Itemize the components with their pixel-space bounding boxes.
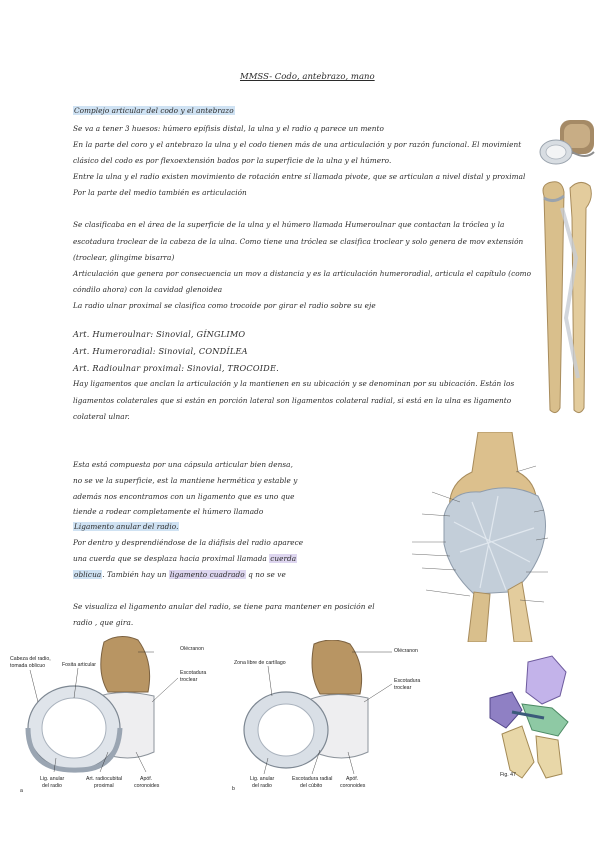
label-lig-anular-2: del radio [42,783,62,789]
annular-ligament-figure-b [228,640,428,798]
text-line: Por dentro y desprendiéndose de la diáfisis del radio aparece [73,538,304,547]
forearm-bones-illustration [530,178,596,418]
label-apof-b-2: coronoides [340,783,366,789]
svg-text:Apóf. [346,776,358,782]
svg-text:Escotadura [180,670,206,676]
text-line: no se ve la superficie, est la mantiene hermética y estable y [73,476,298,485]
text-line: Esta está compuesta por una cápsula articular bien densa, [73,460,293,469]
elbow-capsule-illustration [410,432,590,642]
text-line: Art. Humeroradial: Sinovial, CONDÍLEA [73,346,248,356]
label-escotadura-radial-2: del cúbito [300,783,323,789]
text-line: (troclear, glingime bisarra) [73,253,175,262]
svg-text:Olécranon [394,648,418,654]
svg-text:Apóf. [140,776,152,782]
svg-text:a [20,788,23,794]
text-line: Se visualiza el ligamento anular del radio, se tiene para mantener en posición el [73,602,375,611]
label-fosita: Fosita articular [62,662,97,668]
svg-text:del radio [42,783,62,789]
svg-text:coronoides [134,783,160,789]
text-line: clásico del codo es por flexoextensión bados por la superficie de la ulna y el húmero. [73,156,392,165]
text-line: Se va a tener 3 huesos: húmero epífisis distal, la ulna y el radio q parece un mento [73,124,384,133]
label-lig-anular-b: Lig. anular [250,776,275,782]
text-line: una cuerda que se desplaza hacia proximal llamada cuerda [73,554,297,563]
text-line: Art. Humeroulnar: Sinovial, GÍNGLIMO [73,329,246,339]
figure-letter-b: b [232,786,235,792]
svg-text:del cúbito [300,783,322,789]
label-art-radiocubital-2: proximal [94,783,114,789]
label-cabeza-2: tomada oblicuo [10,663,46,669]
text-line: Art. Radioulnar proximal: Sinovial, TROCOIDE. [73,363,279,373]
label-apof-b: Apóf. [346,776,359,782]
text-line: cóndilo ahora) con la cavidad glenoidea [73,285,223,294]
text-line: La radio ulnar proximal se clasifica como trocoide por girar el radio sobre su eje [73,301,376,310]
text-line: escotadura troclear de la cabeza de la ulna. Como tiene una tróclea se clasifica troclear y solo genera de mov extensión [73,237,524,246]
svg-text:Fig. 47 [500,772,516,778]
svg-text:Escotadura [394,678,420,684]
text-line: Entre la ulna y el radio existen movimiento de rotación entre sí llamada pivote, que se articulan a nivel distal y proximal [73,172,526,181]
label-escotadura-b-2: troclear [394,685,412,691]
figure-number: Fig. 47 [500,772,516,778]
svg-text:Cabeza del radio, [10,656,51,662]
label-escotadura-2: troclear [180,677,198,683]
label-lig-anular-b-2: del radio [252,783,272,789]
text-line: colateral ulnar. [73,412,130,421]
svg-text:Lig. anular [40,776,64,782]
svg-text:Fosita articular [62,662,96,668]
label-apof: Apóf. [140,776,153,782]
svg-text:Escotadura radial [292,776,332,782]
svg-text:Zona libre de cartílago [234,660,286,666]
page-title: MMSS- Codo, antebrazo, mano [240,72,375,82]
text-line: además nos encontramos con un ligamento que es uno que [73,492,295,501]
text-line: Articulación que genera por consecuencia un mov a distancia y es la articulación humeroradial, articula el capítulo (como [73,269,532,278]
svg-text:del radio [252,783,272,789]
text-line: tiende a rodear completamente el húmero llamado [73,507,264,516]
text-line: Ligamento anular del radio. [74,522,179,531]
radial-head-illustration [538,116,598,174]
text-line: Por la parte del medio también es articulación [73,188,247,197]
text-line: ligamentos colaterales que si están en porción lateral son ligamentos colateral radial, si está en la ulna es ligamento [73,396,512,405]
label-zona: Zona libre de cartílago [234,660,286,666]
label-escotadura-b: Escotadura [394,678,421,684]
svg-text:Lig. anular [250,776,274,782]
svg-text:b [232,786,235,792]
label-cabeza: Cabeza del radio, [10,656,51,662]
svg-text:Art. radiocubital [86,776,122,782]
figure-letter-a: a [20,788,23,794]
label-apof-2: coronoides [134,783,160,789]
svg-text:troclear [394,685,412,691]
label-lig-anular: Lig. anular [40,776,65,782]
svg-text:troclear [180,677,198,683]
text-line: Hay ligamentos que anclan la articulación y la mantienen en su ubicación y se denominan por su ubicación. Están los [73,379,515,388]
svg-text:coronoides [340,783,366,789]
label-olecranon: Olécranon [180,646,204,652]
label-art-radiocubital: Art. radiocubital [86,776,123,782]
label-olecranon-b: Olécranon [394,648,418,654]
section-heading: Complejo articular del codo y el antebrazo [74,106,234,115]
label-escotadura-radial: Escotadura radial [292,776,333,782]
annular-ligament-figure-a [8,632,208,797]
text-line: oblicua. También hay un ligamento cuadrado q no se ve [74,570,286,579]
colored-bones-illustration [482,652,582,782]
text-line: radio , que gira. [73,618,134,627]
label-escotadura: Escotadura [180,670,207,676]
svg-text:tomada oblicuo [10,663,45,669]
svg-text:proximal [94,783,114,789]
text-line: Se clasificaba en el área de la superficie de la ulna y el húmero llamada Humeroulnar que contactan la tróclea y la [73,220,505,229]
svg-text:Olécranon [180,646,204,652]
text-line: En la parte del coro y el antebrazo la ulna y el codo tienen más de una articulación y por razón funcional. El movimient [73,140,522,149]
